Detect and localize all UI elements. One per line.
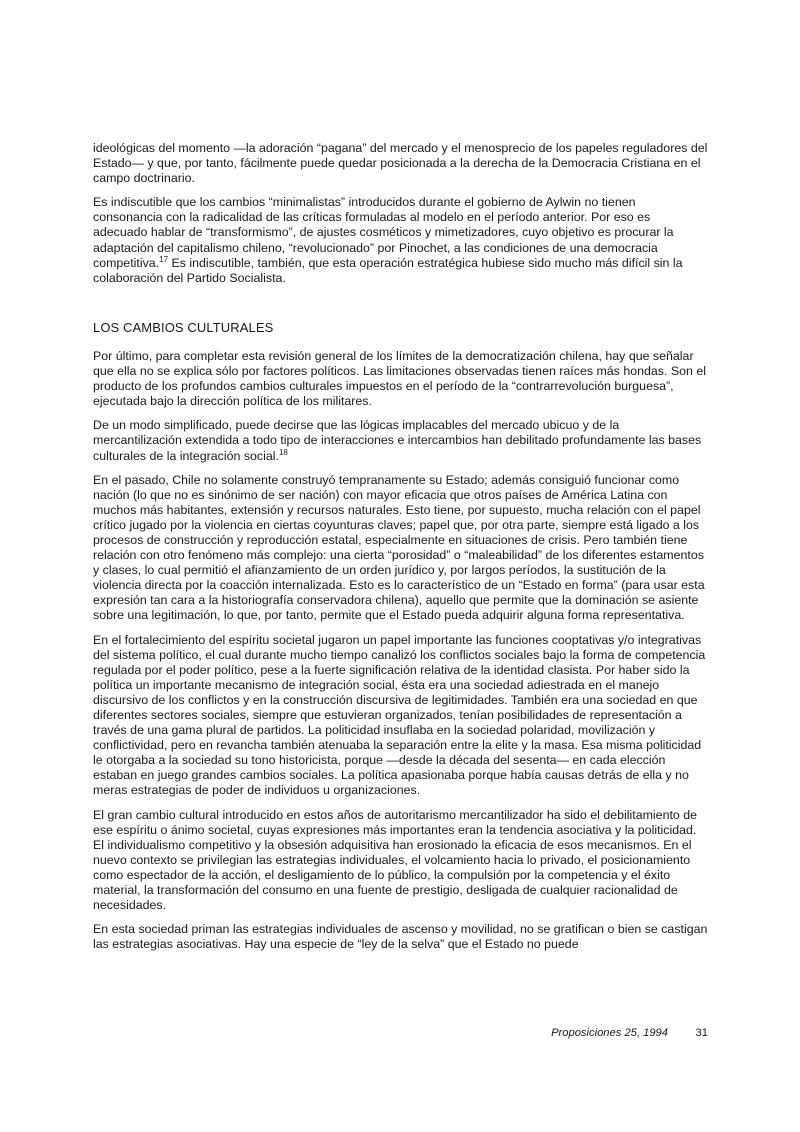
paragraph: [93, 195, 708, 286]
journal-citation: Proposiciones 25, 1994: [551, 1027, 668, 1039]
paragraph: [93, 418, 708, 463]
paragraph: En el fortalecimiento del espíritu societal jugaron un papel importante las funciones cooptativas y/o integrativas del sistema político, el cual durante mucho tiempo canalizó los conflictos sociales bajo la forma de competencia regulada por el poder político, pese a la fuerte significación relativa de la identidad clasista. Por haber sido la política un importante mecanismo de integración social, ésta era una sociedad adiestrada en el manejo discursivo de los conflictos y en la construcción discursiva de legitimidades. También era una sociedad en que diferentes sectores sociales, siempre que estuvieran organizados, tenían posibilidades de representación a través de una gama plural de partidos. La politicidad insuflaba en la sociedad polaridad, movilización y conflictividad, pero en revancha también atenuaba la separación entre la elite y la masa. Esa misma politicidad le otorgaba a la sociedad su tono historicista, porque —desde la década del sesenta— en cada elección estaban en juego grandes cambios sociales. La política apasionaba porque había causas detrás de ella y no meras estrategias de poder de individuos u organizaciones.: [93, 632, 706, 798]
paragraph-text: Es indiscutible que los cambios “minimalistas” introducidos durante el gobierno de Aylwin no tienen consonancia con la radicalidad de las críticas formuladas al modelo en el período anterior. Por eso es adecuado hablar de “transformismo”, de ajustes cosméticos y mimetizadores, cuyo objetivo es procurar la adaptación del capitalismo chileno, “revolucionado” por Pinochet, a las condiciones de una democracia competitiva.: [93, 195, 674, 270]
paragraph-text: Es indiscutible, también, que esta operación estratégica hubiese sido mucho más difícil sin la colaboración del Partido Socialista.: [93, 255, 683, 285]
page-body: [93, 141, 708, 961]
footnote-ref: 18: [278, 447, 288, 457]
paragraph-text: De un modo simplificado, puede decirse que las lógicas implacables del mercado ubicuo y de la mercantilización extendida a todo tipo de interacciones e intercambios han debilitado profundamente las bases culturales de la integración social.: [93, 418, 702, 463]
paragraph: En esta sociedad priman las estrategias individuales de ascenso y movilidad, no se gratifican o bien se castigan las estrategias asociativas. Hay una especie de “ley de la selva” que el Estado no puede: [93, 922, 708, 952]
page-footer: [0, 1027, 708, 1039]
paragraph: Por último, para completar esta revisión general de los límites de la democratización chilena, hay que señalar que ella no se explica sólo por factores políticos. Las limitaciones observadas tienen raíces más hondas. Son el producto de los profundos cambios culturales impuestos en el período de la “contrarrevolución burguesa”, ejecutada bajo la dirección política de los militares.: [93, 348, 706, 409]
section-heading: LOS CAMBIOS CULTURALES: [93, 319, 274, 335]
paragraph: En el pasado, Chile no solamente construyó tempranamente su Estado; además consiguió funcionar como nación (lo que no es sinónimo de ser nación) con mayor eficacia que otros países de América Latina con muchos más habitantes, extensión y recursos naturales. Esto tiene, por supuesto, mucha relación con el papel crítico jugado por la violencia en ciertas coyunturas claves; papel que, por otra parte, siempre está ligado a los procesos de construcción y reproducción estatal, especialmente en situaciones de crisis. Pero también tiene relación con otro fenómeno más complejo: una cierta “porosidad” o “maleabilidad” de los diferentes estamentos y clases, lo cual permitió el afianzamiento de un orden jurídico y, por largos períodos, la sustitución de la violencia directa por la coacción internalizada. Esto es lo característico de un “Estado en forma” (para usar esta expresión tan cara a la historiografía conservadora chilena), aquello que permite que la dominación se asiente sobre una legitimación, lo que, por tanto, permite que el Estado pueda adquirir alguna forma representativa.: [93, 472, 705, 623]
paragraph: ideológicas del momento —la adoración “pagana” del mercado y el menosprecio de los papeles reguladores del Estado— y que, por tanto, fácilmente puede quedar posicionada a la derecha de la Democracia Cristiana en el campo doctrinario.: [93, 141, 708, 186]
paragraph: El gran cambio cultural introducido en estos años de autoritarismo mercantilizador ha sido el debilitamiento de ese espíritu o ánimo societal, cuyas expresiones más importantes eran la tendencia asociativa y la politicidad. El individualismo competitivo y la obsesión adquisitiva han erosionado la eficacia de esos mecanismos. En el nuevo contexto se privilegian las estrategias individuales, el volcamiento hacia lo privado, el posicionamiento como espectador de la acción, el desligamiento de lo público, la compulsión por la competencia y el éxito material, la transformación del consumo en una fuente de prestigio, desligada de cualquier racionalidad de necesidades.: [93, 807, 698, 913]
footnote-ref: 17: [159, 254, 169, 264]
page-number: 31: [695, 1027, 708, 1039]
